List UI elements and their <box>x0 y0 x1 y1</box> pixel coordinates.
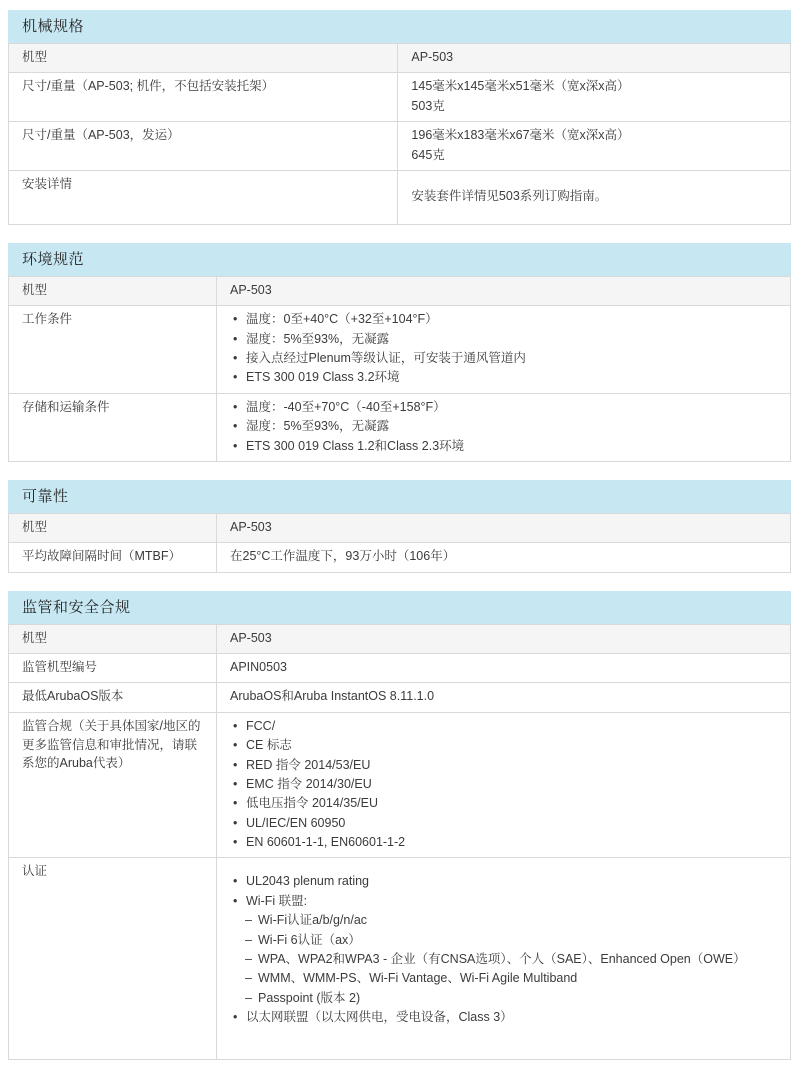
spec-section <box>8 480 791 573</box>
row-label: 监管机型编号 <box>9 654 217 683</box>
list-item: • 湿度：5%至93%，无凝露 <box>230 330 778 349</box>
row-label: 机型 <box>9 624 217 653</box>
list-item: • 温度：-40至+70°C（-40至+158°F） <box>230 398 778 417</box>
section-title: 机械规格 <box>8 10 791 43</box>
spec-table <box>8 513 791 573</box>
spec-section <box>8 243 791 462</box>
value-text: 在25°C工作温度下，93万小时（106年） <box>230 549 456 564</box>
table-row <box>9 306 791 394</box>
list-item: • 以太网联盟（以太网供电，受电设备，Class 3） <box>230 1008 778 1027</box>
spec-table <box>8 624 791 1061</box>
section-title: 环境规范 <box>8 243 791 276</box>
row-value <box>398 122 791 171</box>
value-text: APIN0503 <box>230 660 287 674</box>
table-row <box>9 170 791 224</box>
list-item: – Passpoint (版本 2) <box>230 989 778 1008</box>
row-value <box>217 712 791 858</box>
row-value <box>217 654 791 683</box>
section-title: 可靠性 <box>8 480 791 513</box>
list-item: • EN 60601-1-1, EN60601-1-2 <box>230 833 778 852</box>
row-value <box>217 393 791 461</box>
list-item: • UL/IEC/EN 60950 <box>230 814 778 833</box>
row-label: 存储和运输条件 <box>9 393 217 461</box>
value-text: ArubaOS和Aruba InstantOS 8.11.1.0 <box>230 689 435 704</box>
row-value <box>398 44 791 73</box>
table-row <box>9 712 791 858</box>
table-row <box>9 543 791 572</box>
row-label: 平均故障间隔时间（MTBF） <box>9 543 217 572</box>
row-label: 尺寸/重量（AP-503; 机件，不包括安装托架） <box>9 73 398 122</box>
row-label: 机型 <box>9 513 217 542</box>
list-item: – Wi-Fi 6认证（ax） <box>230 931 778 950</box>
list-item: • 温度：0至+40°C（+32至+104°F） <box>230 310 778 329</box>
spec-section <box>8 10 791 225</box>
value-text: AP-503 <box>411 50 454 64</box>
row-label: 机型 <box>9 44 398 73</box>
table-row <box>9 624 791 653</box>
value-line: 645克 <box>411 147 445 162</box>
row-value <box>217 543 791 572</box>
table-row <box>9 858 791 1060</box>
list-item: • ETS 300 019 Class 1.2和Class 2.3环境 <box>230 437 778 456</box>
table-row <box>9 513 791 542</box>
list-item: – Wi-Fi认证a/b/g/n/ac <box>230 911 778 930</box>
list-item: • CE 标志 <box>230 736 778 755</box>
row-value <box>398 73 791 122</box>
spec-section <box>8 591 791 1061</box>
row-value <box>217 513 791 542</box>
row-label: 最低ArubaOS版本 <box>9 683 217 712</box>
value-line: 196毫米x183毫米x67毫米（宽x深x高） <box>411 128 630 143</box>
row-label: 尺寸/重量（AP-503，发运） <box>9 122 398 171</box>
spec-table <box>8 43 791 225</box>
row-value <box>217 683 791 712</box>
list-item: – WMM、WMM-PS、Wi-Fi Vantage、Wi-Fi Agile Multiband <box>230 969 778 988</box>
row-label: 认证 <box>9 858 217 1060</box>
list-item: • 低电压指令 2014/35/EU <box>230 794 778 813</box>
list-item: • RED 指令 2014/53/EU <box>230 756 778 775</box>
table-row <box>9 44 791 73</box>
row-value <box>217 306 791 394</box>
table-row <box>9 122 791 171</box>
table-row <box>9 73 791 122</box>
spec-table <box>8 276 791 462</box>
table-row <box>9 276 791 305</box>
value-text: AP-503 <box>230 630 272 645</box>
value-line: 145毫米x145毫米x51毫米（宽x深x高） <box>411 79 630 94</box>
row-value <box>398 170 791 224</box>
value-text: AP-503 <box>230 519 272 534</box>
value-text: 安装套件详情见503系列订购指南。 <box>411 189 608 204</box>
row-label: 安装详情 <box>9 170 398 224</box>
list-item: • 湿度：5%至93%，无凝露 <box>230 417 778 436</box>
list-item: – WPA、WPA2和WPA3 - 企业（有CNSA选项）、个人（SAE）、Enhanced Open（OWE） <box>230 950 778 969</box>
table-row <box>9 393 791 461</box>
list-item: • ETS 300 019 Class 3.2环境 <box>230 368 778 387</box>
row-label: 工作条件 <box>9 306 217 394</box>
row-label: 机型 <box>9 276 217 305</box>
value-text: AP-503 <box>230 282 272 297</box>
row-value <box>217 276 791 305</box>
list-item: • UL2043 plenum rating <box>230 872 778 891</box>
row-label: 监管合规（关于具体国家/地区的更多监管信息和审批情况，请联系您的Aruba代表） <box>9 712 217 858</box>
list-item: • EMC 指令 2014/30/EU <box>230 775 778 794</box>
row-value <box>217 624 791 653</box>
list-item: • FCC/ <box>230 717 778 736</box>
sections <box>8 10 791 1060</box>
list-item: • 接入点经过Plenum等级认证，可安装于通风管道内 <box>230 349 778 368</box>
list-item: • Wi-Fi 联盟: <box>230 892 778 911</box>
row-value <box>217 858 791 1060</box>
table-row <box>9 654 791 683</box>
table-row <box>9 683 791 712</box>
value-line: 503克 <box>411 98 445 113</box>
section-title: 监管和安全合规 <box>8 591 791 624</box>
